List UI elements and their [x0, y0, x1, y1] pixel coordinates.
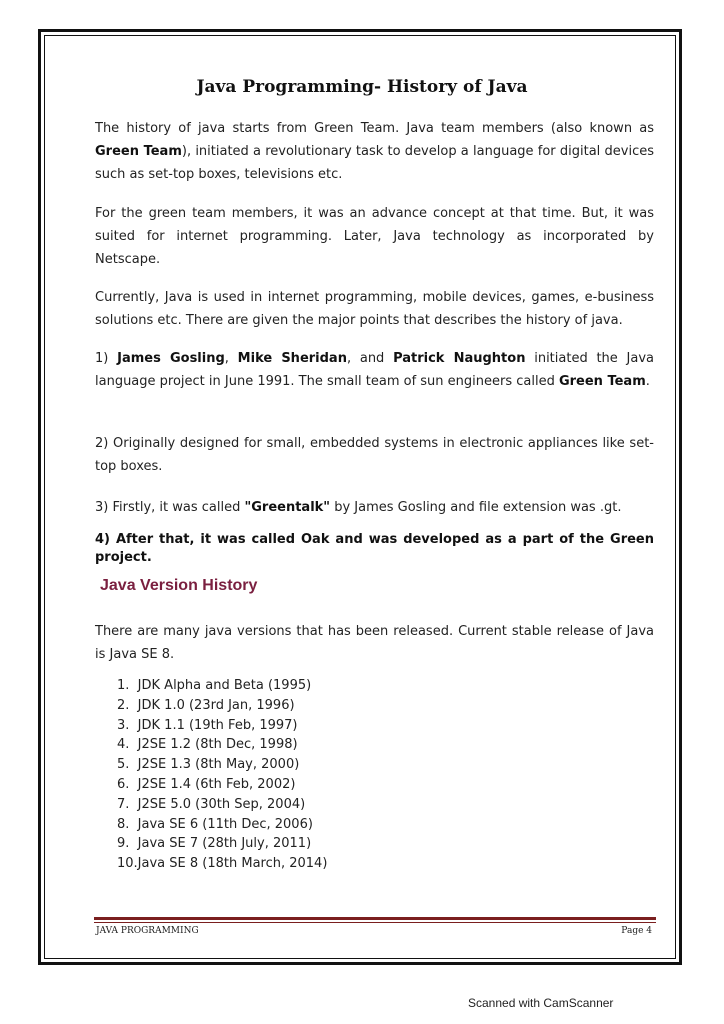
version-item: 7. J2SE 5.0 (30th Sep, 2004)	[117, 796, 306, 812]
bold-term: "Greentalk"	[244, 500, 331, 515]
footer-rule-thin	[94, 922, 656, 923]
paragraph-text: The history of java starts from Green Team. Java team members (also known as	[95, 121, 654, 136]
version-item: 1. JDK Alpha and Beta (1995)	[117, 678, 312, 693]
footer-title: JAVA PROGRAMMING	[96, 926, 199, 936]
version-item: 5. J2SE 1.3 (8th May, 2000)	[117, 757, 300, 773]
bold-term: Green Team	[95, 144, 182, 159]
paragraph-point-4: 4) After that, it was called Oak and was developed as a part of the Green project.	[95, 532, 654, 565]
paragraph-advance-concept: For the green team members, it was an advance concept at that time. But, it was suited for internet programming. Later, Java technology as incorporated by Netscape.	[95, 206, 654, 267]
paragraph-text: ,	[224, 351, 238, 366]
paragraph-text: 3) Firstly, it was called	[95, 500, 245, 515]
page-number: Page 4	[621, 926, 652, 936]
paragraph-currently: Currently, Java is used in internet programming, mobile devices, games, e-business solutions etc. There are given the major points that describes the history of java.	[95, 290, 654, 328]
page-title: Java Programming- History of Java	[196, 77, 528, 97]
bold-term: Mike Sheridan	[237, 351, 347, 366]
paragraph-green-team	[95, 117, 654, 186]
paragraph-text: by James Gosling and file extension was .gt.	[330, 500, 622, 515]
version-item: 2. JDK 1.0 (23rd Jan, 1996)	[117, 697, 295, 713]
version-item: 4. J2SE 1.2 (8th Dec, 1998)	[117, 737, 298, 753]
scanner-watermark: Scanned with CamScanner	[468, 996, 614, 1010]
version-item: 6. J2SE 1.4 (6th Feb, 2002)	[117, 776, 296, 792]
paragraph-point-3	[95, 496, 654, 519]
paragraph-point-1	[95, 347, 654, 393]
paragraph-text: ), initiated a revolutionary task to develop a language for digital devices such as set-top boxes, televisions etc.	[95, 144, 654, 182]
paragraph-text: initiated the Java language project in June 1991. The small team of sun engineers called	[95, 351, 655, 389]
version-item: 9. Java SE 7 (28th July, 2011)	[117, 836, 312, 852]
bold-term: Green Team	[558, 374, 646, 389]
version-list	[117, 676, 327, 874]
paragraph-point-2: 2) Originally designed for small, embedded systems in electronic appliances like set-top boxes.	[95, 436, 654, 474]
version-item: 3. JDK 1.1 (19th Feb, 1997)	[117, 717, 298, 733]
section-heading: Java Version History	[100, 577, 258, 594]
version-item: 8. Java SE 6 (11th Dec, 2006)	[117, 816, 313, 832]
paragraph-text: 1)	[95, 351, 118, 366]
paragraph-versions-intro: There are many java versions that has been released. Current stable release of Java is Java SE 8.	[95, 624, 654, 662]
bold-term: James Gosling	[117, 351, 225, 366]
paragraph-text: , and	[346, 351, 394, 366]
version-item: 10.Java SE 8 (18th March, 2014)	[117, 856, 328, 872]
bold-term: Patrick Naughton	[393, 351, 526, 366]
paragraph-text: .	[645, 374, 650, 389]
footer-rule	[94, 917, 656, 920]
